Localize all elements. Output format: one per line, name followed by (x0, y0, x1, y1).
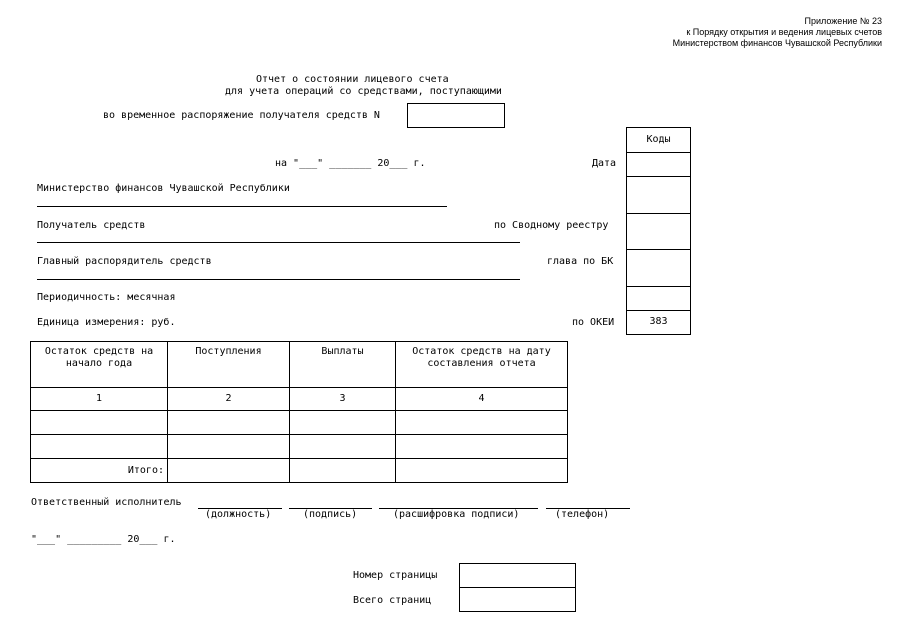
code-okei-field[interactable]: 383 (627, 310, 690, 334)
ministry-label: Министерство финансов Чувашской Республики (37, 183, 290, 194)
recipient-label: Получатель средств (37, 220, 146, 231)
col-number-1: 1 (31, 388, 168, 411)
page-number-label: Номер страницы (353, 570, 438, 581)
col-number-3: 3 (290, 388, 396, 411)
appendix-header (673, 16, 882, 49)
unit-label: Единица измерения: руб. (37, 317, 176, 328)
col-number-2: 2 (168, 388, 290, 411)
responsible-label: Ответственный исполнитель (31, 497, 182, 508)
table-row (31, 435, 568, 459)
bk-head-label: глава по БК (547, 256, 614, 267)
col-header-closing-balance: Остаток средств на дату составления отчета (396, 342, 568, 388)
ministry-underline (37, 206, 447, 207)
table-cell[interactable] (31, 435, 168, 459)
okei-label: по ОКЕИ (572, 317, 615, 328)
table-cell[interactable] (396, 435, 568, 459)
table-cell[interactable] (290, 435, 396, 459)
main-manager-label: Главный распорядитель средств (37, 256, 212, 267)
code-periodicity-field[interactable] (627, 286, 690, 310)
report-table (30, 341, 568, 483)
code-date-field[interactable] (627, 152, 690, 176)
table-number-row (31, 388, 568, 411)
codes-header: Коды (646, 134, 671, 145)
report-date-line: на "___" _______ 20___ г. (275, 158, 426, 169)
col-number-4: 4 (396, 388, 568, 411)
total-cell-closing[interactable] (396, 459, 568, 483)
registry-label: по Сводному реестру (494, 220, 609, 231)
table-total-row (31, 459, 568, 483)
code-ministry-field[interactable] (627, 176, 690, 213)
code-registry-field[interactable] (627, 213, 690, 249)
total-cell-receipts[interactable] (168, 459, 290, 483)
table-row (31, 411, 568, 435)
col-header-receipts: Поступления (168, 342, 290, 388)
table-header-row (31, 342, 568, 388)
code-bk-field[interactable] (627, 249, 690, 286)
col-header-payments: Выплаты (290, 342, 396, 388)
col-header-opening-balance: Остаток средств на начало года (31, 342, 168, 388)
report-title-line-3: во временное распоряжение получателя средств N (103, 110, 380, 121)
appendix-line-2: к Порядку открытия и ведения лицевых счетов (686, 27, 882, 37)
table-cell[interactable] (168, 435, 290, 459)
phone-caption: (телефон) (555, 509, 610, 520)
position-caption: (должность) (205, 509, 272, 520)
signature-date: "___" _________ 20___ г. (31, 534, 176, 545)
date-label: Дата (592, 158, 617, 169)
total-pages-label: Всего страниц (353, 595, 432, 606)
recipient-underline (37, 242, 520, 243)
periodicity-label: Периодичность: месячная (37, 292, 176, 303)
appendix-line-3: Министерством финансов Чувашской Республики (672, 38, 882, 48)
report-title-line-2: для учета операций со средствами, поступающими (225, 86, 502, 97)
table-cell[interactable] (168, 411, 290, 435)
table-cell[interactable] (31, 411, 168, 435)
table-cell[interactable] (290, 411, 396, 435)
total-pages-field[interactable] (459, 587, 576, 612)
decoding-caption: (расшифровка подписи) (393, 509, 520, 520)
main-manager-underline (37, 279, 520, 280)
report-title-line-1: Отчет о состоянии лицевого счета (256, 74, 449, 85)
table-cell[interactable] (396, 411, 568, 435)
total-label: Итого: (31, 459, 168, 483)
account-number-field[interactable] (407, 103, 505, 128)
sign-caption: (подпись) (303, 509, 358, 520)
page-number-field[interactable] (459, 563, 576, 588)
codes-column (626, 127, 691, 335)
total-cell-payments[interactable] (290, 459, 396, 483)
appendix-line-1: Приложение № 23 (804, 16, 882, 26)
